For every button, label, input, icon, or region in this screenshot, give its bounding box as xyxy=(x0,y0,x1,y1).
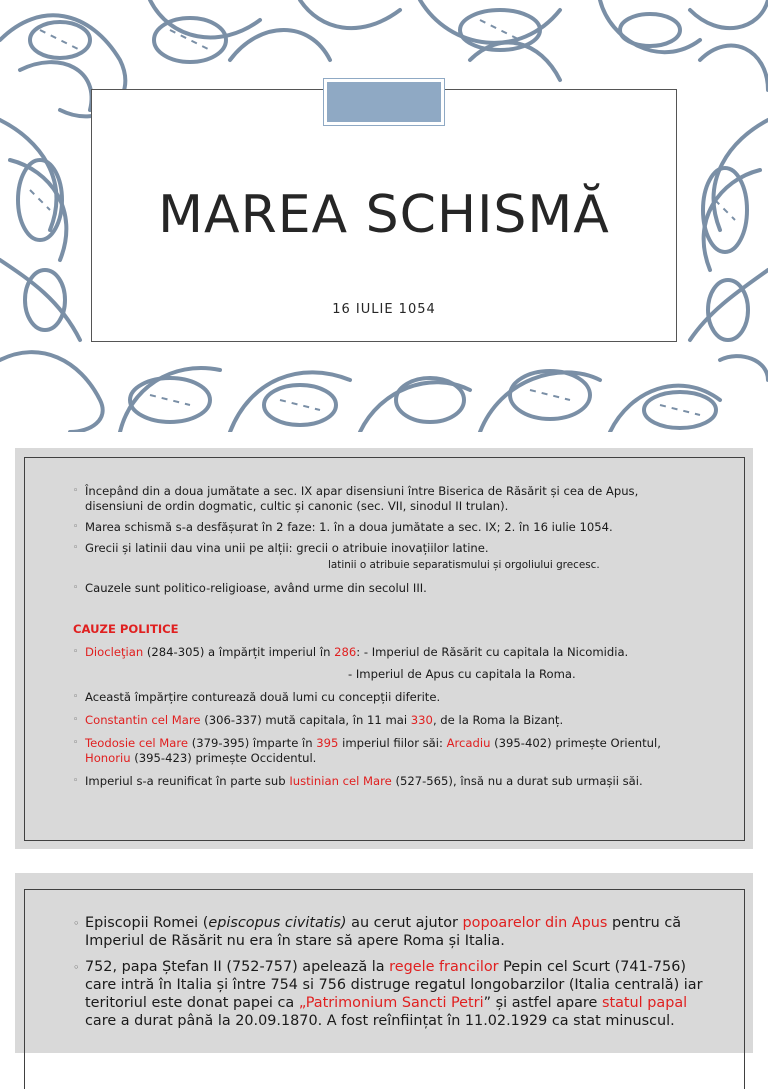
list-item: ◦ Teodosie cel Mare (379-395) împarte în 395 imperiul fiilor săi: Arcadiu (395-402) primește Orientul, Honoriu (395-423) primește Occidentul. xyxy=(73,736,661,765)
list-item: ◦ Această împărțire conturează două lumi cu concepții diferite. xyxy=(73,690,441,704)
bullet-icon: ◦ xyxy=(73,543,79,553)
bullet-icon: ◦ xyxy=(73,522,79,532)
list-item: ◦ 752, papa Ștefan II (752-757) apelează la regele francilor Pepin cel Scurt (741-756) care intră în Italia și între 754 si 756 distruge regatul longobarzilor (Italia centrală) iar teritoriul este donat papei ca „Patrimonium Sancti Petri” și astfel apare statul papal care a durat până la 20.09.1870. A fost reînființat în 11.02.1929 ca stat minuscul. xyxy=(73,959,703,1029)
list-item: ◦ Marea schismă s-a desfășurat în 2 faze: 1. în a doua jumătate a sec. IX; 2. în 16 iulie 1054. xyxy=(73,520,613,534)
bullet-icon: ◦ xyxy=(73,692,79,702)
list-item: ◦ Începând din a doua jumătate a sec. IX apar disensiuni între Biserica de Răsărit și cea de Apus, disensiuni de ordin dogmatic, cultic și canonic (sec. VII, sinodul II trulan). xyxy=(73,484,639,513)
section-heading: CAUZE POLITICE xyxy=(73,622,179,636)
bullet-list xyxy=(73,484,693,795)
bullet-icon: ◦ xyxy=(73,647,79,657)
list-item: ◦ Episcopii Romei (episcopus civitatis) au cerut ajutor popoarelor din Apus pentru că Imperiul de Răsărit nu era în stare să apere Roma și Italia. xyxy=(73,915,682,949)
bullet-icon: ◦ xyxy=(73,917,80,930)
bullet-list xyxy=(73,914,713,1038)
bullet-icon: ◦ xyxy=(73,715,79,725)
title-slide xyxy=(0,0,768,432)
list-item-continuation: latinii o atribuie separatismului și orgoliului grecesc. xyxy=(328,559,600,571)
content-slide-3 xyxy=(15,873,753,1053)
title-box xyxy=(91,89,677,342)
list-item: ◦ Grecii și latinii dau vina unii pe alții: grecii o atribuie inovațiilor latine. xyxy=(73,541,489,555)
bullet-icon: ◦ xyxy=(73,486,79,496)
bullet-icon: ◦ xyxy=(73,738,79,748)
slide-subtitle: 16 IULIE 1054 xyxy=(332,302,436,317)
list-item-continuation: - Imperiul de Apus cu capitala la Roma. xyxy=(348,667,576,681)
bullet-icon: ◦ xyxy=(73,583,79,593)
list-item: ◦ Constantin cel Mare (306-337) mută capitala, în 11 mai 330, de la Roma la Bizanț. xyxy=(73,713,564,727)
slide-title: MAREA SCHISMĂ xyxy=(158,185,610,245)
list-item: ◦ Diocleţian (284-305) a împărțit imperiul în 286: - Imperiul de Răsărit cu capitala la Nicomidia. xyxy=(73,645,629,659)
bullet-icon: ◦ xyxy=(73,776,79,786)
content-slide-2 xyxy=(15,448,753,849)
title-accent-tab xyxy=(324,79,444,125)
list-item: ◦ Cauzele sunt politico-religioase, având urme din secolul III. xyxy=(73,581,427,595)
list-item: ◦ Imperiul s-a reunificat în parte sub Iustinian cel Mare (527-565), însă nu a durat sub urmașii săi. xyxy=(73,774,643,788)
bullet-icon: ◦ xyxy=(73,961,80,974)
